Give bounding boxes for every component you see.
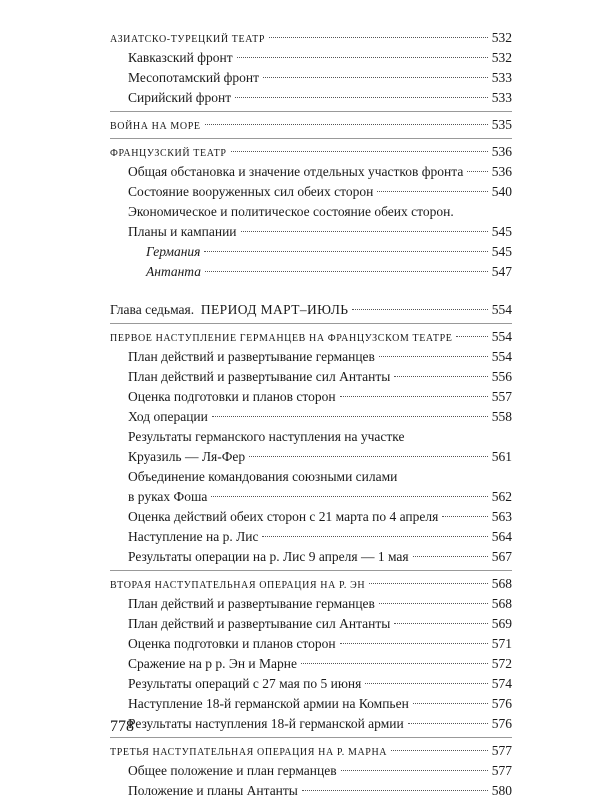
toc-entry-title: ТРЕТЬЯ НАСТУПАТЕЛЬНАЯ ОПЕРАЦИЯ НА Р. МАРНА (110, 747, 388, 758)
leader-dots (352, 309, 487, 310)
toc-entry-title: Положение и планы Антанты (128, 783, 298, 798)
leader-dots (391, 750, 488, 751)
toc-page-number: 568 (491, 596, 512, 611)
toc-entry-title: Результаты операций с 27 мая по 5 июня (128, 676, 362, 691)
toc-entry-title: ПЕРВОЕ НАСТУПЛЕНИЕ ГЕРМАНЦЕВ НА ФРАНЦУЗСКОМ ТЕАТРЕ (110, 333, 453, 344)
toc-page-number: 545 (491, 224, 512, 239)
toc-entry (110, 761, 512, 781)
toc-page-number: 533 (491, 70, 512, 85)
toc-section-first-offensive (110, 327, 512, 347)
toc-page-number: 554 (491, 329, 512, 344)
toc-entry (110, 614, 512, 634)
leader-dots (204, 251, 487, 252)
toc-section-third-offensive (110, 741, 512, 761)
toc-page-number: 535 (491, 117, 512, 132)
toc-entry-title: Экономическое и политическое состояние обеих сторон. (128, 204, 454, 219)
leader-dots (269, 37, 488, 38)
leader-dots (211, 496, 487, 497)
toc-entry-title: Сражение на р р. Эн и Марне (128, 656, 297, 671)
toc-page-number: 563 (491, 509, 512, 524)
toc-entry-continuation (110, 487, 512, 507)
toc-entry (110, 527, 512, 547)
toc-page-number: 556 (491, 369, 512, 384)
toc-entry (110, 714, 512, 734)
toc-entry (110, 427, 512, 447)
toc-page-number: 533 (491, 90, 512, 105)
toc-entry-title: Объединение командования союзными силами (128, 469, 398, 484)
toc-entry-title: Круазиль — Ля-Фер (128, 449, 246, 464)
toc-entry-title: Результаты наступления 18-й германской армии (128, 716, 404, 731)
toc-page-number: 536 (491, 144, 512, 159)
leader-dots (249, 456, 488, 457)
leader-dots (235, 97, 488, 98)
toc-entry-title: Планы и кампании (128, 224, 237, 239)
toc-entry (110, 48, 512, 68)
leader-dots (394, 376, 487, 377)
leader-dots (237, 57, 488, 58)
section-divider (110, 111, 512, 112)
section-divider (110, 737, 512, 738)
toc-page-number: 561 (491, 449, 512, 464)
toc-page-number: 554 (491, 302, 512, 317)
toc-page-number: 564 (491, 529, 512, 544)
toc-section-french (110, 142, 512, 162)
toc-entry (110, 182, 512, 202)
toc-entry (110, 162, 512, 182)
leader-dots (408, 723, 488, 724)
toc-chapter (110, 300, 512, 320)
leader-dots (442, 516, 487, 517)
leader-dots (263, 77, 488, 78)
toc-page-number: 577 (491, 763, 512, 778)
toc-entry (110, 674, 512, 694)
toc-entry-title: Антанта (146, 264, 201, 279)
section-divider (110, 323, 512, 324)
toc-entry (110, 547, 512, 567)
toc-page-number: 562 (491, 489, 512, 504)
chapter-title: ПЕРИОД МАРТ–ИЮЛЬ (200, 302, 349, 317)
leader-dots (379, 603, 488, 604)
leader-dots (340, 396, 488, 397)
toc-entry-title: Состояние вооруженных сил обеих сторон (128, 184, 374, 199)
section-divider (110, 138, 512, 139)
toc-page-number: 580 (491, 783, 512, 798)
toc-entry-title: План действий и развертывание германцев (128, 349, 375, 364)
toc-entry-title: План действий и развертывание германцев (128, 596, 375, 611)
toc-entry (110, 202, 512, 222)
toc-entry (110, 222, 512, 242)
leader-dots (413, 703, 488, 704)
toc-entry-title: Результаты операции на р. Лис 9 апреля — 1 мая (128, 549, 409, 564)
toc-entry (110, 594, 512, 614)
toc-entry (110, 781, 512, 801)
toc-entry (110, 387, 512, 407)
toc-entry-title: План действий и развертывание сил Антанты (128, 616, 391, 631)
leader-dots (377, 191, 487, 192)
leader-dots (262, 536, 487, 537)
section-divider (110, 570, 512, 571)
toc-entry-title: Ход операции (128, 409, 208, 424)
toc-entry-continuation (110, 447, 512, 467)
toc-entry-title: Оценка подготовки и планов сторон (128, 636, 336, 651)
toc-entry-title: Общая обстановка и значение отдельных участков фронта (128, 164, 464, 179)
leader-dots (241, 231, 488, 232)
toc-entry (110, 347, 512, 367)
toc-entry-title: АЗИАТСКО-ТУРЕЦКИЙ ТЕАТР (110, 34, 266, 45)
toc-page-number: 547 (491, 264, 512, 279)
toc-page-number: 532 (491, 30, 512, 45)
page-number: 778 (110, 718, 134, 735)
toc-page-number: 558 (491, 409, 512, 424)
toc-page-number: 545 (491, 244, 512, 259)
leader-dots (365, 683, 487, 684)
toc-entry-title: ВТОРАЯ НАСТУПАТЕЛЬНАЯ ОПЕРАЦИЯ НА Р. ЭН (110, 580, 366, 591)
toc-page-number: 576 (491, 716, 512, 731)
toc-page-number: 569 (491, 616, 512, 631)
toc-entry-title: Наступление 18-й германской армии на Компьен (128, 696, 409, 711)
toc-page-number: 572 (491, 656, 512, 671)
toc-page-number: 571 (491, 636, 512, 651)
toc-entry (110, 68, 512, 88)
toc-entry-title: ВОЙНА НА МОРЕ (110, 121, 201, 132)
leader-dots (394, 623, 487, 624)
toc-entry-title: Кавказский фронт (128, 50, 233, 65)
toc-entry-title: Оценка подготовки и планов сторон (128, 389, 336, 404)
toc-entry-title: Германия (146, 244, 201, 259)
toc-section-sea (110, 115, 512, 135)
leader-dots (205, 271, 488, 272)
leader-dots (369, 583, 488, 584)
toc-entry (110, 634, 512, 654)
toc-entry (110, 88, 512, 108)
toc-page-number: 567 (491, 549, 512, 564)
leader-dots (340, 643, 488, 644)
toc-entry (110, 242, 512, 262)
table-of-contents (110, 28, 512, 801)
toc-page-number: 574 (491, 676, 512, 691)
spacer (110, 282, 512, 300)
toc-page-number: 554 (491, 349, 512, 364)
toc-page-number: 536 (491, 164, 512, 179)
toc-page-number: 576 (491, 696, 512, 711)
leader-dots (456, 336, 487, 337)
toc-entry (110, 654, 512, 674)
toc-entry-title: Сирийский фронт (128, 90, 232, 105)
toc-page-number: 540 (491, 184, 512, 199)
leader-dots (205, 124, 488, 125)
leader-dots (231, 151, 488, 152)
leader-dots (413, 556, 488, 557)
leader-dots (341, 770, 488, 771)
toc-page-number: 557 (491, 389, 512, 404)
toc-page-number: 532 (491, 50, 512, 65)
toc-entry-title: Результаты германского наступления на участке (128, 429, 405, 444)
toc-entry (110, 407, 512, 427)
toc-entry (110, 694, 512, 714)
toc-entry-title: в руках Фоша (128, 489, 208, 504)
leader-dots (467, 171, 487, 172)
toc-entry-title: План действий и развертывание сил Антанты (128, 369, 391, 384)
toc-section-asia (110, 28, 512, 48)
leader-dots (379, 356, 488, 357)
chapter-heading (110, 300, 348, 320)
toc-entry-title: Наступление на р. Лис (128, 529, 259, 544)
toc-entry-title: Оценка действий обеих сторон с 21 марта по 4 апреля (128, 509, 439, 524)
leader-dots (212, 416, 488, 417)
toc-page-number: 568 (491, 576, 512, 591)
toc-entry (110, 467, 512, 487)
toc-entry-title: ФРАНЦУЗСКИЙ ТЕАТР (110, 148, 227, 159)
toc-entry (110, 367, 512, 387)
toc-entry-title: Общее положение и план германцев (128, 763, 337, 778)
leader-dots (302, 790, 488, 791)
toc-page-number: 577 (491, 743, 512, 758)
toc-entry (110, 507, 512, 527)
leader-dots (301, 663, 488, 664)
toc-section-second-offensive (110, 574, 512, 594)
chapter-prefix: Глава седьмая. (110, 302, 195, 317)
toc-entry (110, 262, 512, 282)
toc-entry-title: Месопотамский фронт (128, 70, 260, 85)
